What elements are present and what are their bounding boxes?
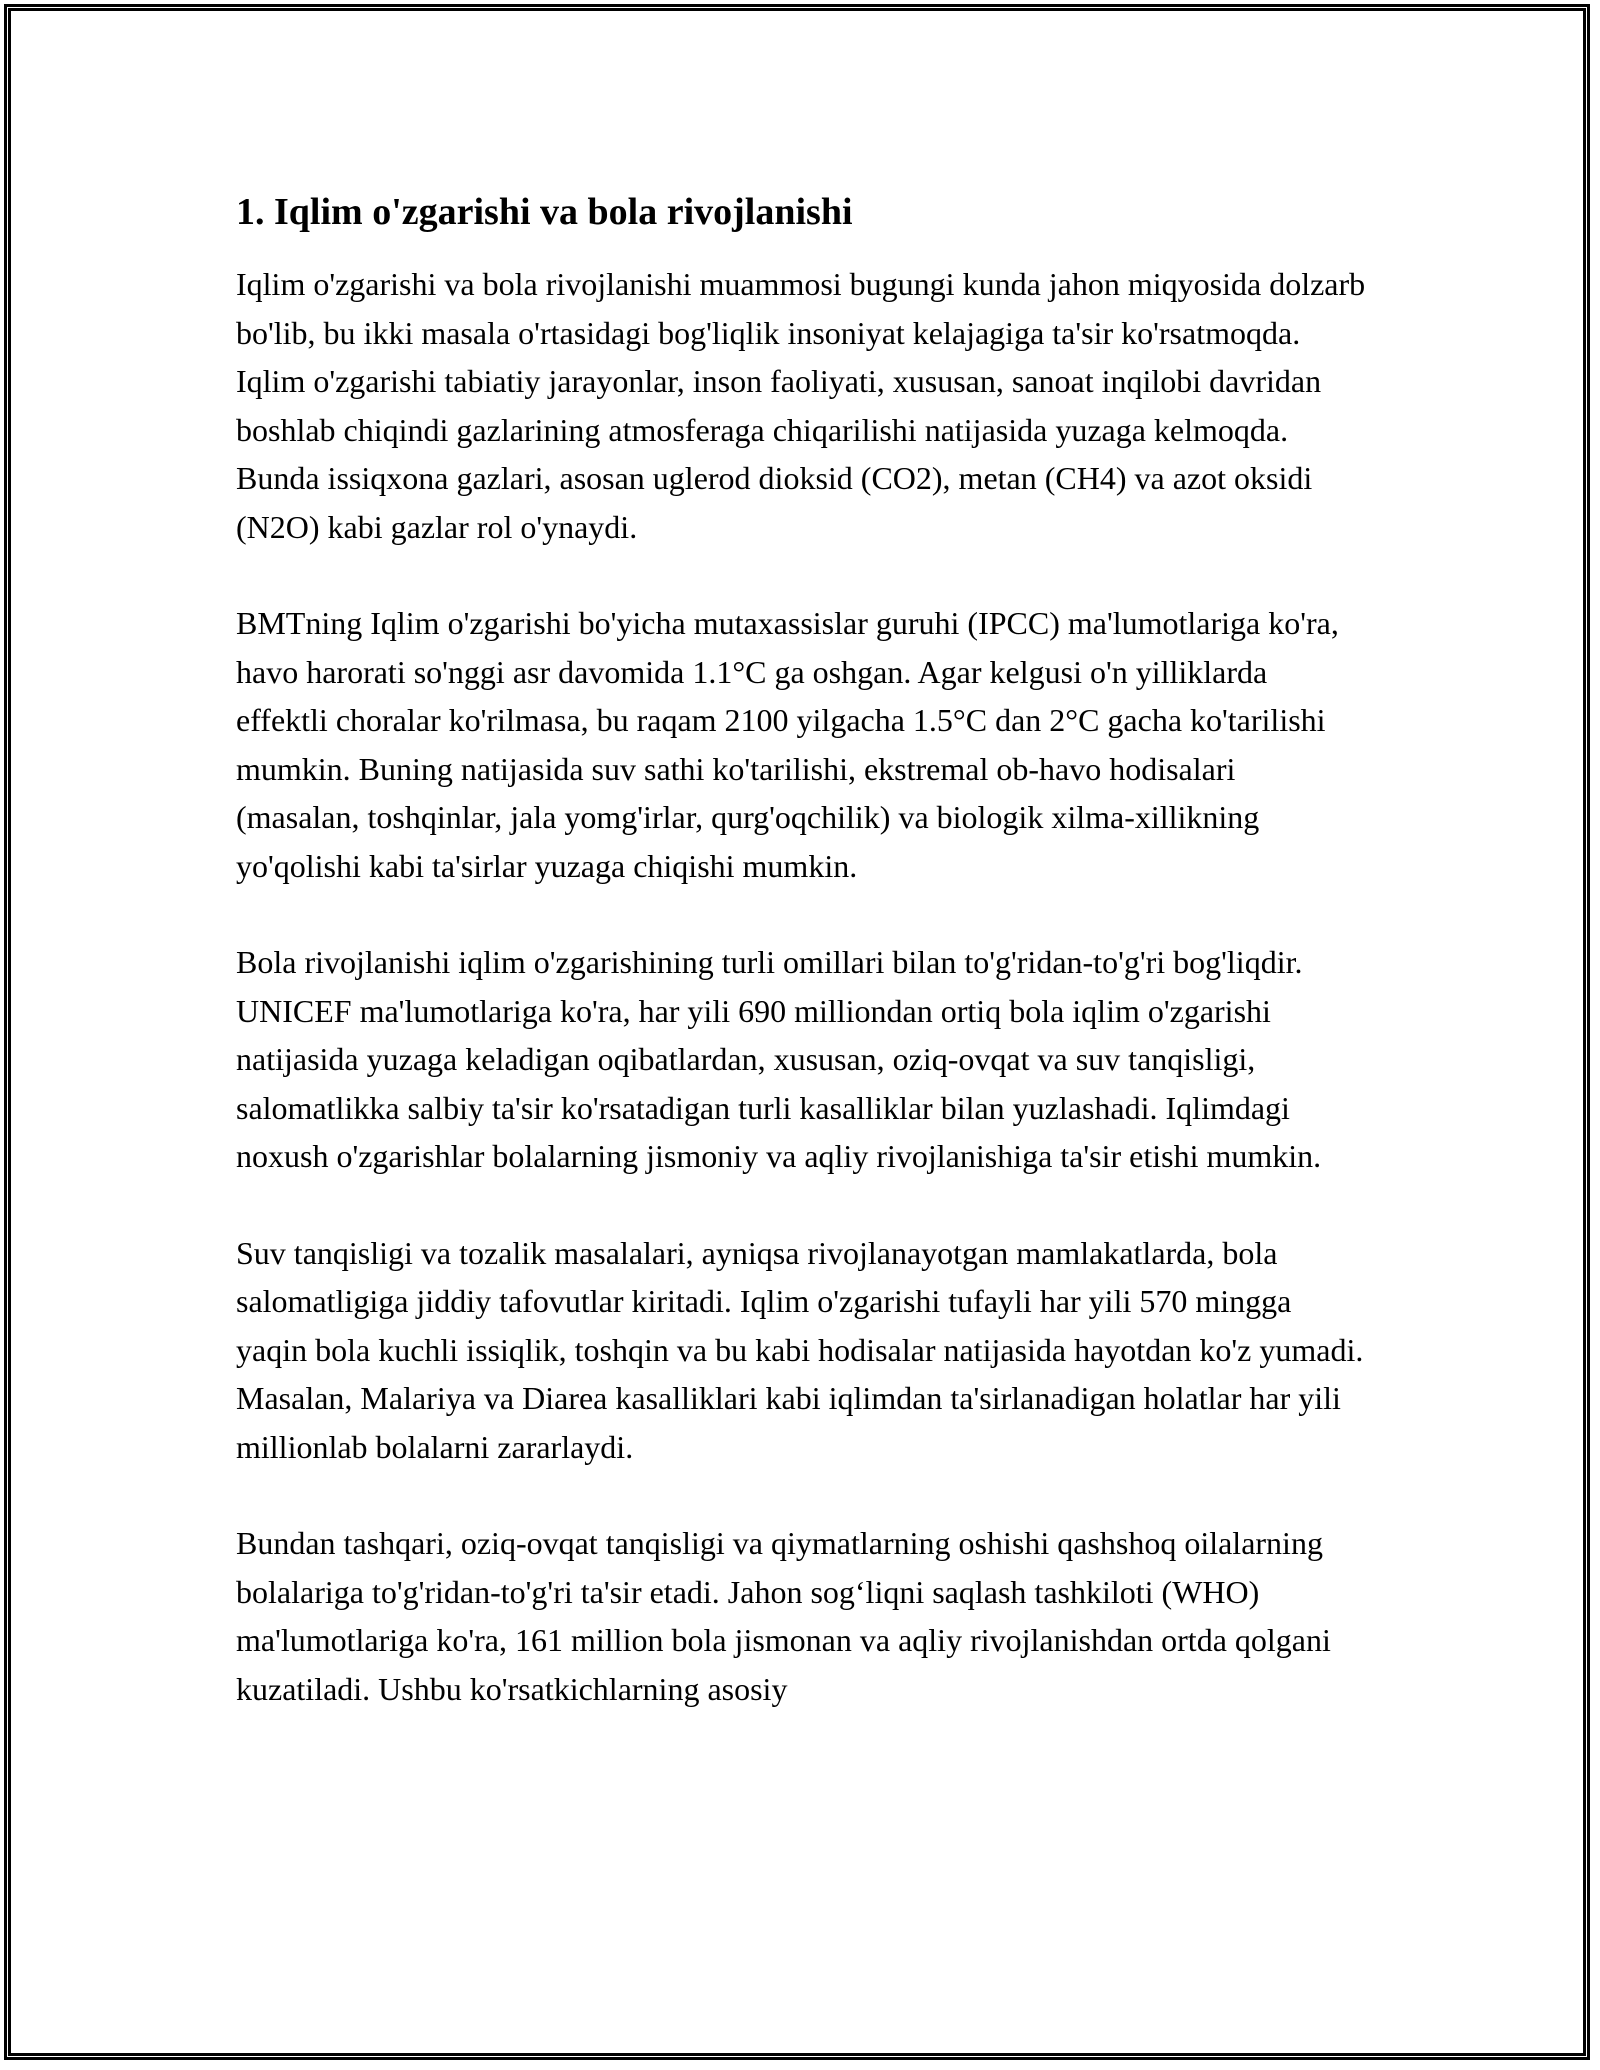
paragraph-1: Iqlim o'zgarishi va bola rivojlanishi muammosi bugungi kunda jahon miqyosida dolzarb bo'lib, bu ikki masala o'rtasidagi bog'liqlik insoniyat kelajagiga ta'sir ko'rsatmoqda. Iqlim o'zgarishi tabiatiy jarayonlar, inson faoliyati, xususan, sanoat inqilobi davridan boshlab chiqindi gazlarining atmosferaga chiqarilishi natijasida yuzaga kelmoqda. Bunda issiqxona gazlari, asosan uglerod dioksid (CO2), metan (CH4) va azot oksidi (N2O) kabi gazlar rol o'ynaydi. bbox=[236, 266, 1366, 545]
paragraph-2: BMTning Iqlim o'zgarishi bo'yicha mutaxassislar guruhi (IPCC) ma'lumotlariga ko'ra, havo harorati so'nggi asr davomida 1.1°C ga oshgan. Agar kelgusi o'n yilliklarda effektli choralar ko'rilmasa, bu raqam 2100 yilgacha 1.5°C dan 2°C gacha ko'tarilishi mumkin. Buning natijasida suv sathi ko'tarilishi, ekstremal ob-havo hodisalari (masalan, toshqinlar, jala yomg'irlar, qurg'oqchilik) va biologik xilma-xillikning yo'qolishi kabi ta'sirlar yuzaga chiqishi mumkin. bbox=[236, 605, 1339, 884]
section-heading: 1. Iqlim o'zgarishi va bola rivojlanishi bbox=[236, 191, 853, 233]
paragraph-4: Suv tanqisligi va tozalik masalalari, ayniqsa rivojlanayotgan mamlakatlarda, bola salomatligiga jiddiy tafovutlar kiritadi. Iqlim o'zgarishi tufayli har yili 570 mingga yaqin bola kuchli issiqlik, toshqin va bu kabi hodisalar natijasida hayotdan ko'z yumadi. Masalan, Malariya va Diarea kasalliklari kabi iqlimdan ta'sirlanadigan holatlar har yili millionlab bolalarni zararlaydi. bbox=[236, 1234, 1364, 1465]
paragraph-3: Bola rivojlanishi iqlim o'zgarishining turli omillari bilan to'g'ridan-to'g'ri bog'liqdir. UNICEF ma'lumotlariga ko'ra, har yili 690 milliondan ortiq bola iqlim o'zgarishi natijasida yuzaga keladigan oqibatlardan, xususan, oziq-ovqat va suv tanqisligi, salomatlikka salbiy ta'sir ko'rsatadigan turli kasalliklar bilan yuzlashadi. Iqlimdagi noxush o'zgarishlar bolalarning jismoniy va aqliy rivojlanishiga ta'sir etishi mumkin. bbox=[236, 944, 1322, 1174]
document-body bbox=[236, 186, 1366, 1761]
paragraph-5: Bundan tashqari, oziq-ovqat tanqisligi va qiymatlarning oshishi qashshoq oilalarning bolalariga to'g'ridan-to'g'ri ta'sir etadi. Jahon sog‘liqni saqlash tashkiloti (WHO) ma'lumotlariga ko'ra, 161 million bola jismonan va aqliy rivojlanishdan ortda qolgani kuzatiladi. Ushbu ko'rsatkichlarning asosiy bbox=[236, 1525, 1331, 1707]
